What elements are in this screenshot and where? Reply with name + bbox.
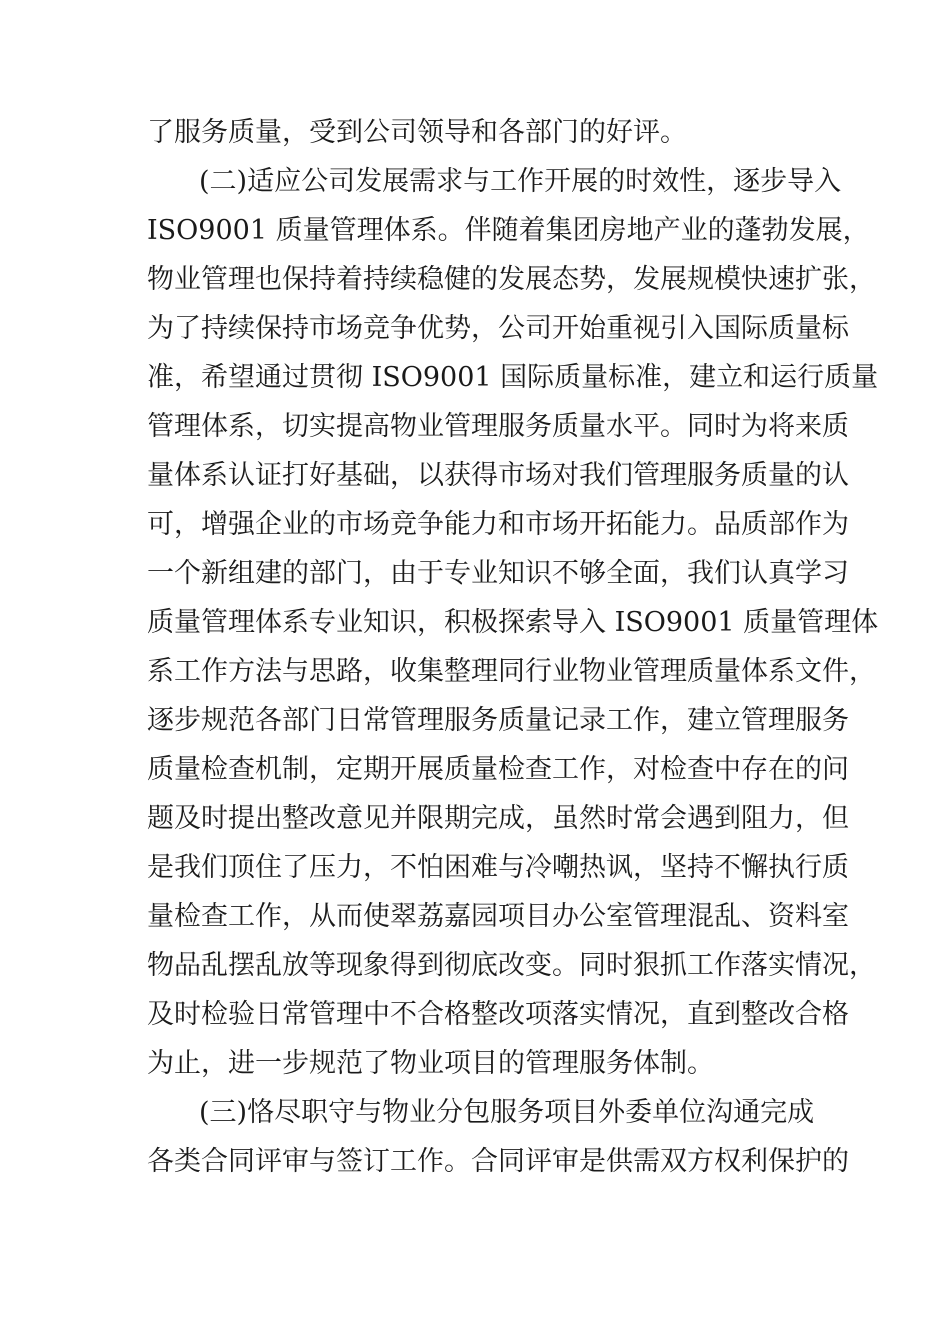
text-line: 物品乱摆乱放等现象得到彻底改变。同时狠抓工作落实情况， xyxy=(147,950,876,981)
text-line: (三)恪尽职守与物业分包服务项目外委单位沟通完成 xyxy=(199,1097,815,1128)
text-line: 是我们顶住了压力，不怕困难与冷嘲热讽，坚持不懈执行质 xyxy=(147,852,849,883)
text-line: ISO9001 质量管理体系。伴随着集团房地产业的蓬勃发展， xyxy=(147,215,870,246)
text-line: 为止，进一步规范了物业项目的管理服务体制。 xyxy=(147,1048,714,1079)
text-line: 为了持续保持市场竞争优势，公司开始重视引入国际质量标 xyxy=(147,313,849,344)
text-line: (二)适应公司发展需求与工作开展的时效性，逐步导入 xyxy=(199,166,842,197)
text-line: 一个新组建的部门，由于专业知识不够全面，我们认真学习 xyxy=(147,558,849,589)
text-line: 质量检查机制，定期开展质量检查工作，对检查中存在的问 xyxy=(147,754,849,785)
text-line: 了服务质量，受到公司领导和各部门的好评。 xyxy=(147,117,687,148)
text-line: 质量管理体系专业知识，积极探索导入 ISO9001 质量管理体 xyxy=(147,607,879,638)
text-line: 量检查工作，从而使翠荔嘉园项目办公室管理混乱、资料室 xyxy=(147,901,849,932)
text-line: 准，希望通过贯彻 ISO9001 国际质量标准，建立和运行质量 xyxy=(147,362,879,393)
text-line: 量体系认证打好基础，以获得市场对我们管理服务质量的认 xyxy=(147,460,849,491)
text-line: 及时检验日常管理中不合格整改项落实情况，直到整改合格 xyxy=(147,999,849,1030)
text-line: 管理体系，切实提高物业管理服务质量水平。同时为将来质 xyxy=(147,411,849,442)
text-line: 题及时提出整改意见并限期完成，虽然时常会遇到阻力，但 xyxy=(147,803,849,834)
text-line: 物业管理也保持着持续稳健的发展态势，发展规模快速扩张， xyxy=(147,264,876,295)
text-line: 可，增强企业的市场竞争能力和市场开拓能力。品质部作为 xyxy=(147,509,849,540)
text-line: 系工作方法与思路，收集整理同行业物业管理质量体系文件， xyxy=(147,656,876,687)
text-line: 各类合同评审与签订工作。合同评审是供需双方权利保护的 xyxy=(147,1146,849,1177)
text-line: 逐步规范各部门日常管理服务质量记录工作，建立管理服务 xyxy=(147,705,849,736)
body-text xyxy=(147,108,879,1186)
